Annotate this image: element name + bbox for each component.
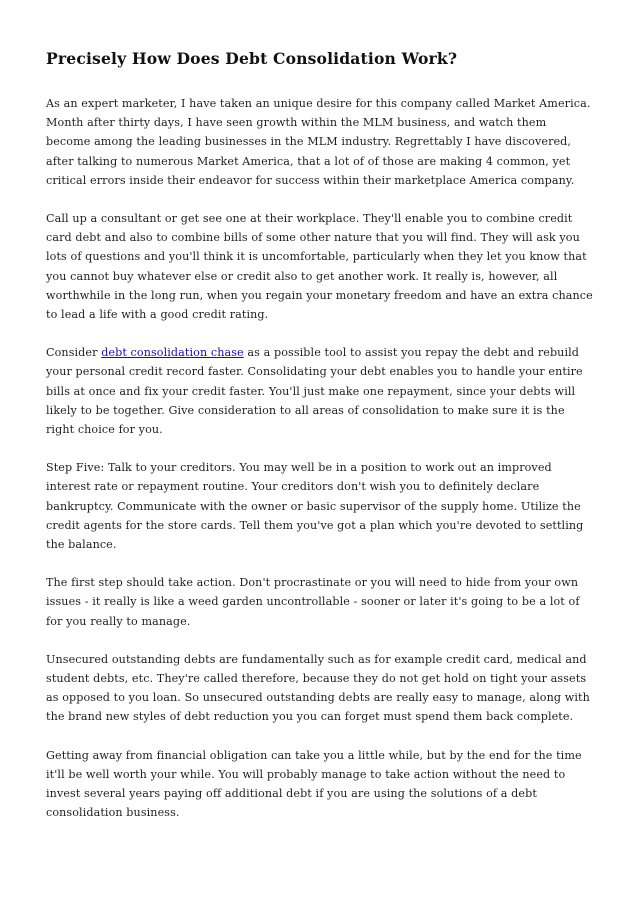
paragraph-3-lead: Consider	[46, 346, 102, 360]
paragraph-2: Call up a consultant or get see one at their workplace. They'll enable you to combine credit card debt and also to combine bills of some other nature that you will find. They will ask you lots of questions and you'll think it is uncomfortable, particularly when they let you know that you cannot buy whatever else or credit also to get another work. It really is, however, all worthwhile in the long run, when you regain your monetary freedom and have an extra chance to lead a life with a good credit rating.	[46, 212, 593, 322]
page-title: Precisely How Does Debt Consolidation Work?	[46, 49, 458, 68]
paragraph-6: Unsecured outstanding debts are fundamentally such as for example credit card, medical and student debts, etc. They're called therefore, because they do not get hold on tight your assets as opposed to you loan. So unsecured outstanding debts are really easy to manage, along with the brand new styles of debt reduction you you can forget must spend them back complete.	[46, 652, 590, 724]
paragraph-5: The first step should take action. Don't procrastinate or you will need to hide from your own issues - it really is like a weed garden uncontrollable - sooner or later it's going to be a lot of for you really to manage.	[46, 576, 580, 628]
paragraph-3	[46, 343, 594, 439]
paragraph-4: Step Five: Talk to your creditors. You may well be in a position to work out an improved interest rate or repayment routine. Your creditors don't wish you to definitely declare bankruptcy. Communicate with the owner or basic supervisor of the supply home. Utilize the credit agents for the store cards. Tell them you've got a plan which you're devoted to settling the balance.	[46, 461, 584, 552]
paragraph-3-rest: as a possible tool to assist you repay the debt and rebuild your personal credit record faster. Consolidating your debt enables you to handle your entire bills at once and fix your credit faster. You'll just make one repayment, since your debts will likely to be together. Give consideration to all areas of consolidation to make sure it is the right choice for you.	[46, 346, 583, 437]
paragraph-1: As an expert marketer, I have taken an unique desire for this company called Market America. Month after thirty days, I have seen growth within the MLM business, and watch them become among the leading businesses in the MLM industry. Regrettably I have discovered, after talking to numerous Market America, that a lot of of those are making 4 common, yet critical errors inside their endeavor for success within their marketplace America company.	[46, 97, 591, 187]
debt-consolidation-link[interactable]: debt consolidation chase	[101, 346, 244, 360]
paragraph-7: Getting away from financial obligation can take you a little while, but by the end for the time it'll be well worth your while. You will probably manage to take action without the need to invest several years paying off additional debt if you are using the solutions of a debt consolidation business.	[46, 748, 582, 820]
document-page	[46, 48, 594, 842]
